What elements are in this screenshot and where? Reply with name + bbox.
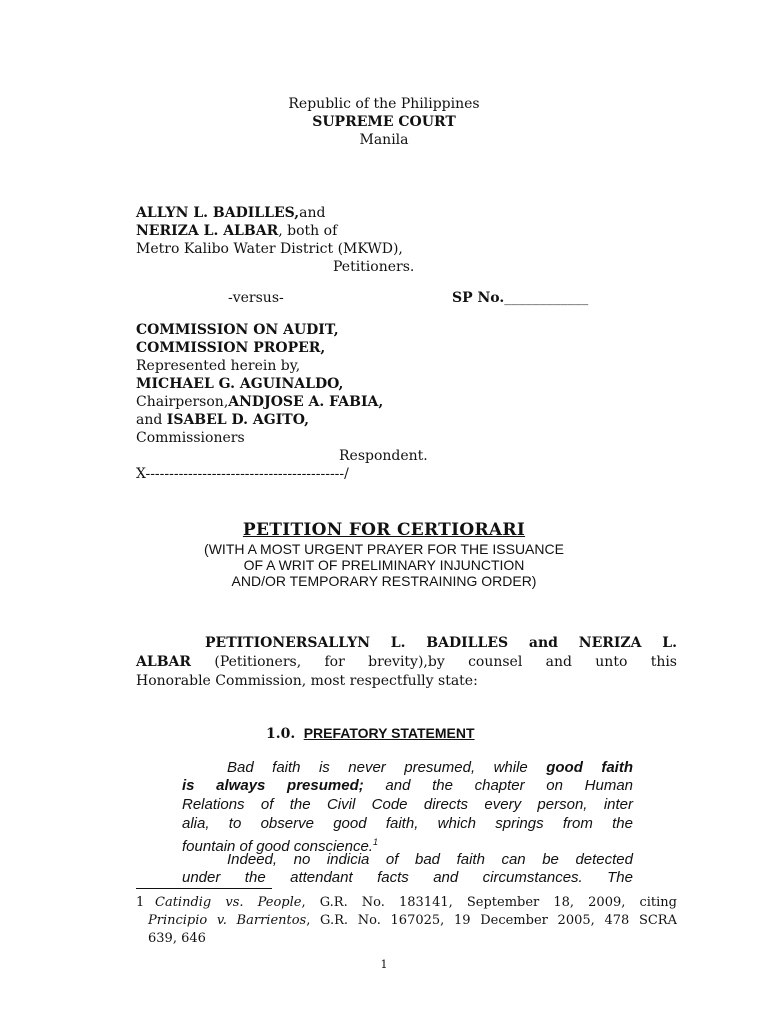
footnote-ref: 1 bbox=[372, 837, 378, 847]
intro-line-3: Honorable Commission, most respectfully state: bbox=[136, 673, 478, 689]
section-number: 1.0. bbox=[266, 726, 296, 742]
respondent-coa: COMMISSION ON AUDIT, bbox=[136, 322, 339, 338]
respondent-agito: ISABEL D. AGITO, bbox=[166, 412, 309, 428]
footnote-rule bbox=[136, 888, 272, 889]
section-heading bbox=[266, 724, 475, 743]
petition-subtitle-1: (WITH A MOST URGENT PRAYER FOR THE ISSUANCE bbox=[204, 541, 564, 557]
caption-separator: X------------------------------------------/ bbox=[136, 466, 349, 482]
respondent-role: Respondent. bbox=[339, 448, 428, 464]
petitioner-line-1 bbox=[136, 204, 325, 222]
sp-number-blank: ____________ bbox=[504, 290, 589, 306]
intro-petitioners: PETITIONERSALLYN L. BADILLES bbox=[205, 635, 509, 651]
body-always-presumed: is always presumed; bbox=[182, 777, 364, 794]
footnote-line-2 bbox=[148, 912, 677, 930]
respondent-aguinaldo: MICHAEL G. AGUINALDO, bbox=[136, 376, 344, 392]
intro-and: and bbox=[508, 635, 579, 651]
respondent-commissioners: Commissioners bbox=[136, 430, 245, 446]
body-line-1 bbox=[227, 759, 633, 777]
petitioner-name-1: ALLYN L. BADILLES, bbox=[136, 205, 300, 221]
petitioner-role: Petitioners. bbox=[333, 259, 415, 275]
body-line-3: Relations of the Civil Code directs every person, inter bbox=[182, 796, 633, 813]
body-fountain: fountain of good conscience. bbox=[182, 838, 373, 855]
body-line-4: alia, to observe good faith, which springs from the bbox=[182, 815, 633, 832]
sp-number-label: SP No. bbox=[452, 290, 505, 306]
body-chapter: and the chapter on Human bbox=[363, 777, 633, 794]
body-bad-faith: Bad faith is never presumed, while bbox=[227, 759, 547, 776]
footnote-line-1 bbox=[155, 894, 677, 912]
petitioner-org: Metro Kalibo Water District (MKWD), bbox=[136, 241, 403, 257]
sp-number bbox=[452, 289, 588, 307]
petitioner-both: , both of bbox=[278, 223, 338, 239]
petition-title: PETITION FOR CERTIORARI bbox=[242, 520, 526, 540]
body-line-2 bbox=[182, 777, 633, 795]
section-title: PREFATORY STATEMENT bbox=[303, 725, 475, 741]
petition-subtitle-2: OF A WRIT OF PRELIMINARY INJUNCTION bbox=[243, 557, 525, 573]
header-republic: Republic of the Philippines bbox=[288, 96, 480, 112]
footnote-line-3: 639, 646 bbox=[148, 931, 206, 946]
body-line-7: under the attendant facts and circumstances. The bbox=[182, 869, 633, 886]
footnote-number: 1 bbox=[136, 895, 145, 910]
intro-line-2 bbox=[136, 653, 677, 671]
footnote-cite-1: , G.R. No. 183141, September 18, 2009, citing bbox=[301, 895, 677, 910]
body-line-6: Indeed, no indicia of bad faith can be detected bbox=[227, 851, 633, 868]
respondent-fabia: ANDJOSE A. FABIA, bbox=[228, 394, 384, 410]
petitioner-line-2 bbox=[136, 222, 337, 240]
footnote-case-1: Catindig vs. People bbox=[155, 895, 302, 910]
header-court: SUPREME COURT bbox=[312, 114, 456, 130]
respondent-line-agito bbox=[136, 411, 309, 429]
respondent-commission-proper: COMMISSION PROPER, bbox=[136, 340, 326, 356]
intro-albar: ALBAR bbox=[136, 654, 192, 670]
body-good-faith: good faith bbox=[546, 759, 634, 776]
footnote-cite-2: , G.R. No. 167025, 19 December 2005, 478 SCRA bbox=[306, 913, 677, 928]
respondent-chairperson: Chairperson, bbox=[136, 394, 229, 410]
petitioner-name-2: NERIZA L. ALBAR bbox=[136, 223, 279, 239]
intro-counsel: (Petitioners, for brevity),by counsel and unto this bbox=[191, 654, 677, 670]
header-city: Manila bbox=[359, 132, 409, 148]
respondent-and: and bbox=[136, 412, 167, 428]
intro-neriza: NERIZA L. bbox=[578, 635, 678, 651]
intro-line-1 bbox=[205, 634, 677, 652]
petitioner-and: and bbox=[299, 205, 326, 221]
respondent-represented: Represented herein by, bbox=[136, 358, 301, 374]
page-number: 1 bbox=[380, 958, 388, 971]
versus-label: -versus- bbox=[228, 290, 284, 306]
footnote-case-2: Principio v. Barrientos bbox=[148, 913, 307, 928]
respondent-line-chair bbox=[136, 393, 383, 411]
petition-subtitle-3: AND/OR TEMPORARY RESTRAINING ORDER) bbox=[231, 573, 537, 589]
